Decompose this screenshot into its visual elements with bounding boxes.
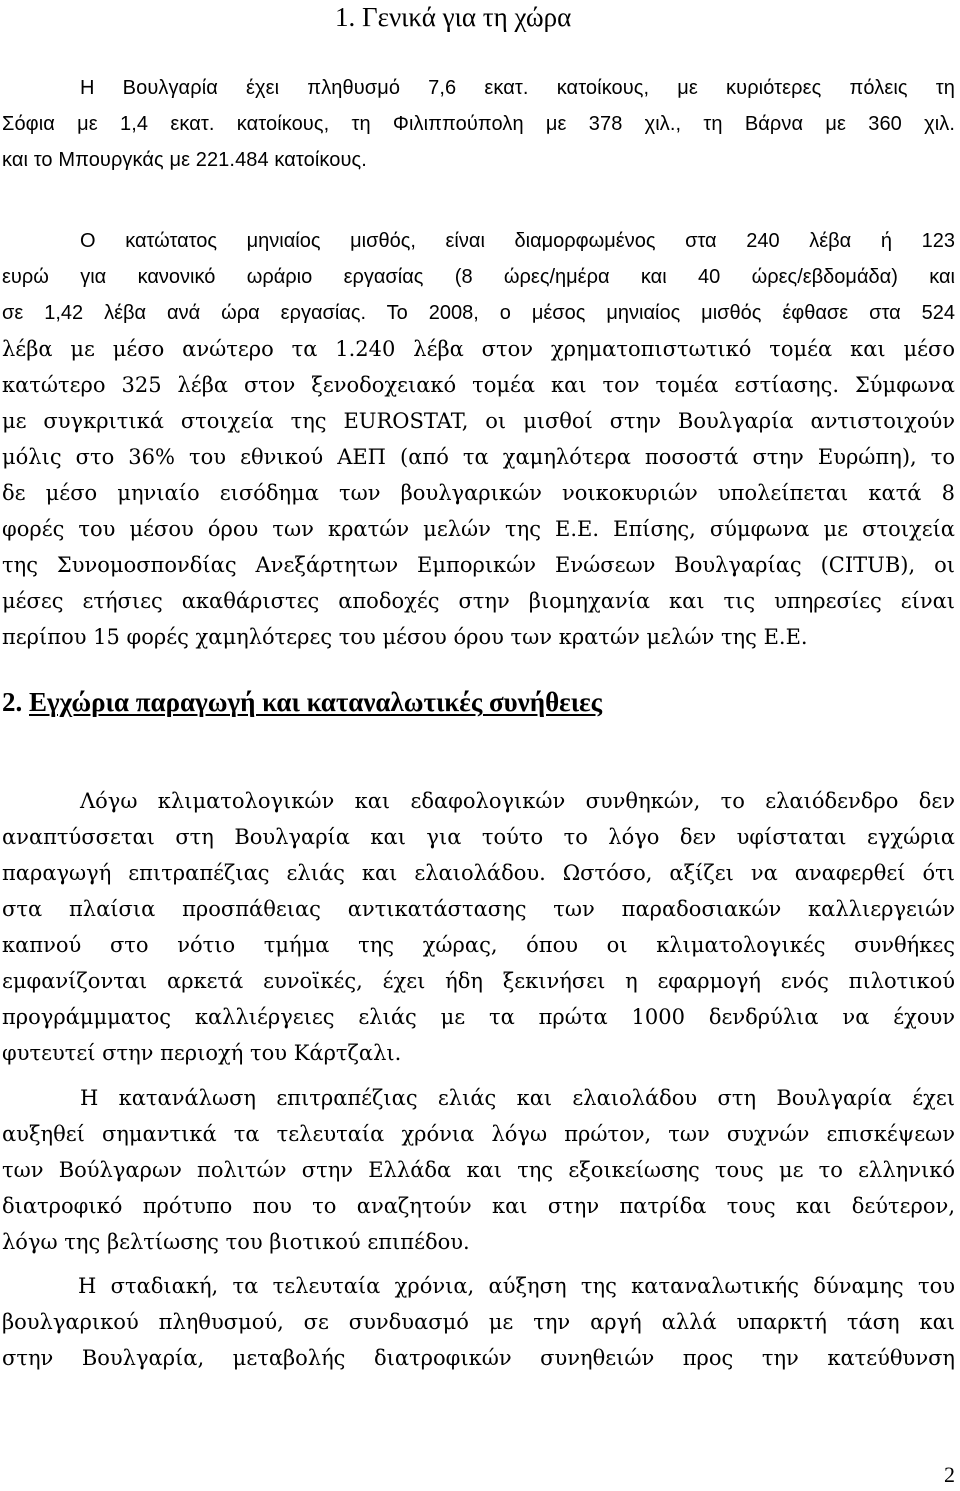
text-line: Ο κατώτατος μηνιαίος μισθός, είναι διαμορφωμένος στα 240 λέβα ή 123: [80, 230, 955, 252]
text-line: ευρώ για κανονικό ωράριο εργασίας (8 ώρες/ημέρα και 40 ώρες/εβδομάδα) και: [2, 266, 955, 288]
text-line: Η σταδιακή, τα τελευταία χρόνια, αύξηση της καταναλωτικής δύναμης του: [78, 1274, 955, 1298]
text-line: λόγω της βελτίωσης του βιοτικού επιπέδου.: [2, 1230, 470, 1254]
page-number: 2: [944, 1462, 955, 1487]
text-line: σε 1,42 λέβα ανά ώρα εργασίας. Το 2008, ο μέσος μηνιαίος μισθός έφθασε στα 524: [2, 302, 955, 324]
text-line: Λόγω κλιματολογικών και εδαφολογικών συνθηκών, το ελαιόδενδρο δεν: [80, 789, 955, 813]
text-line: κατώτερο 325 λέβα στον ξενοδοχειακό τομέα και τον τομέα εστίασης. Σύμφωνα: [2, 373, 955, 397]
text-line: βουλγαρικού πληθυσμού, σε συνδυασμό με την αργή αλλά υπαρκτή τάση και: [2, 1310, 955, 1334]
section-1-paragraph-2: [2, 223, 955, 655]
text-line: Η Βουλγαρία έχει πληθυσμό 7,6 εκατ. κατοίκους, με κυριότερες πόλεις τη: [80, 77, 955, 99]
text-line: φορές του μέσου όρου των κρατών μελών της Ε.Ε. Επίσης, σύμφωνα με στοιχεία: [2, 517, 955, 541]
text-line: της Συνομοσπονδίας Ανεξάρτητων Εμπορικών Ενώσεων Βουλγαρίας (CITUB), οι: [2, 553, 955, 577]
text-line: εμφανίζονται αρκετά ευνοϊκές, έχει ήδη ξεκινήσει η εφαρμογή ενός πιλοτικού: [2, 969, 955, 993]
text-line: με συγκριτικά στοιχεία της EUROSTAT, οι μισθοί στην Βουλγαρία αντιστοιχούν: [2, 409, 955, 433]
text-line: παραγωγή επιτραπέζιας ελιάς και ελαιολάδου. Ωστόσο, αξίζει να αναφερθεί ότι: [2, 861, 955, 885]
section-2-paragraph-3: [2, 1268, 955, 1376]
text-line: στην Βουλγαρία, μεταβολής διατροφικών συνηθειών προς την κατεύθυνση: [2, 1346, 955, 1370]
text-line: φυτευτεί στην περιοχή του Κάρτζαλι.: [2, 1041, 402, 1065]
text-line: Σόφια με 1,4 εκατ. κατοίκους, τη Φιλιππούπολη με 378 χιλ., τη Βάρνα με 360 χιλ.: [2, 113, 955, 135]
section-1-heading: 1. Γενικά για τη χώρα: [335, 2, 572, 32]
section-2-paragraph-1: [2, 783, 955, 1071]
text-line: προγράμμματος καλλιέργειες ελιάς με τα πρώτα 1000 δενδρύλια να έχουν: [2, 1005, 955, 1029]
text-line: αυξηθεί σημαντικά τα τελευταία χρόνια λόγω πρώτον, των συχνών επισκέψεων: [2, 1122, 955, 1146]
text-line: περίπου 15 φορές χαμηλότερες του μέσου όρου των κρατών μελών της Ε.Ε.: [2, 625, 808, 649]
text-line: μέσες ετήσιες ακαθάριστες αποδοχές στην βιομηχανία και τις υπηρεσίες είναι: [2, 589, 955, 613]
section-2-number: 2.: [2, 687, 23, 717]
text-line: αναπτύσσεται στη Βουλγαρία και για τούτο το λόγο δεν υφίσταται εγχώρια: [2, 825, 955, 849]
section-2-paragraph-2: [2, 1080, 955, 1260]
text-line: μόλις στο 36% του εθνικού ΑΕΠ (από τα χαμηλότερα ποσοστά στην Ευρώπη), το: [2, 445, 955, 469]
text-line: λέβα με μέσο ανώτερο τα 1.240 λέβα στον χρηματοπιστωτικό τομέα και μέσο: [2, 337, 955, 361]
text-line: καπνού στο νότιο τμήμα της χώρας, όπου οι κλιματολογικές συνθήκες: [2, 933, 955, 957]
section-2-heading: [2, 687, 602, 718]
text-line: των Βούλγαρων πολιτών στην Ελλάδα και της εξοικείωσης τους με το ελληνικό: [2, 1158, 955, 1182]
section-1-paragraph-1: [2, 70, 955, 178]
section-2-title: Εγχώρια παραγωγή και καταναλωτικές συνήθειες: [29, 687, 602, 717]
text-line: στα πλαίσια προσπάθειας αντικατάστασης των παραδοσιακών καλλιεργειών: [2, 897, 955, 921]
text-line: διατροφικό πρότυπο που το αναζητούν και στην πατρίδα τους και δεύτερον,: [2, 1194, 955, 1218]
text-line: Η κατανάλωση επιτραπέζιας ελιάς και ελαιολάδου στη Βουλγαρία έχει: [80, 1086, 955, 1110]
text-line: δε μέσο μηνιαίο εισόδημα των βουλγαρικών νοικοκυριών υπολείπεται κατά 8: [2, 481, 955, 505]
text-line: και το Μπουργκάς με 221.484 κατοίκους.: [2, 149, 367, 171]
